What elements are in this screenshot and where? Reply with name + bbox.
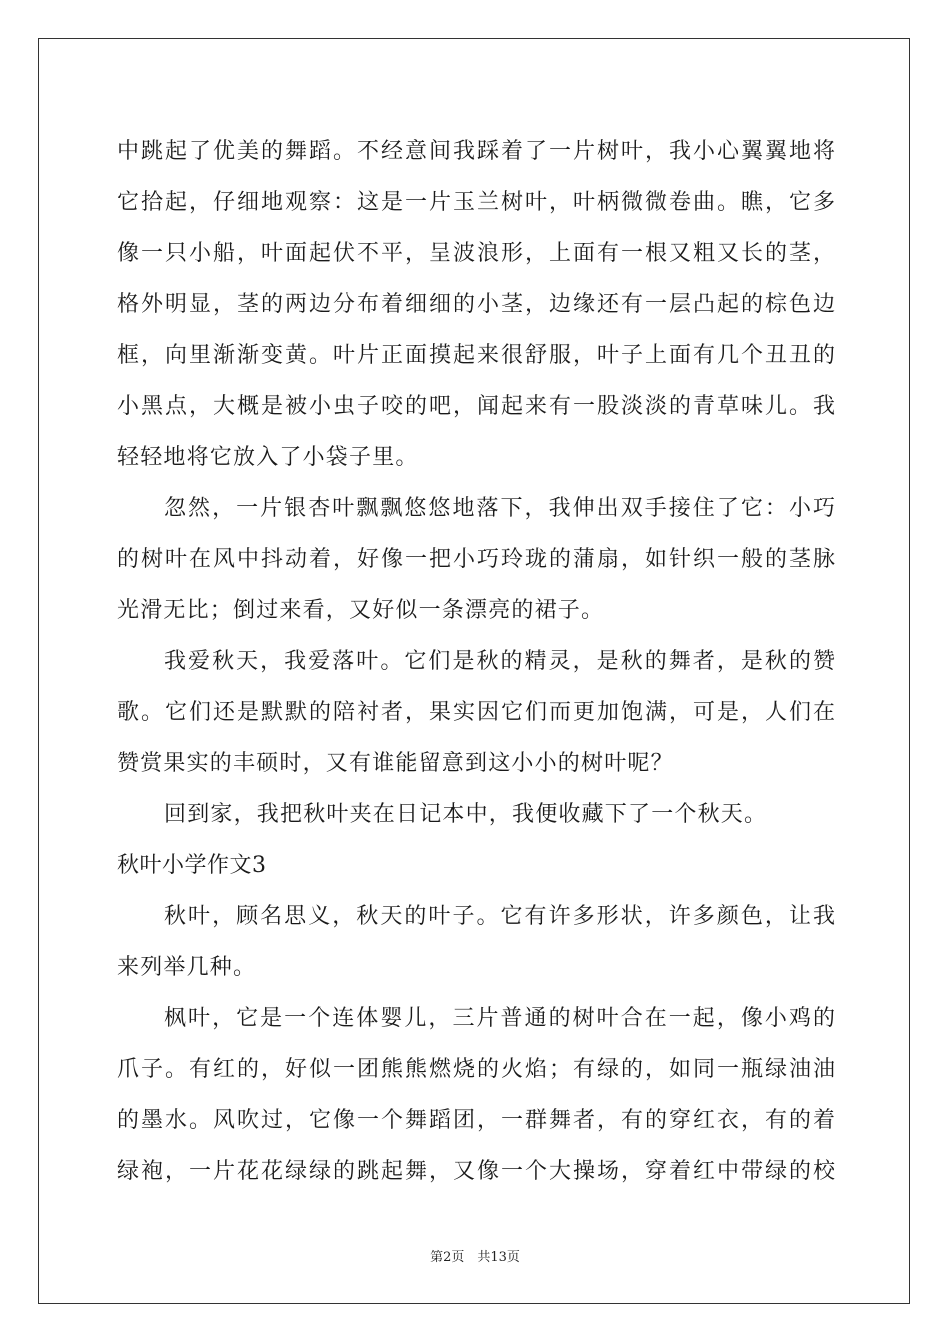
text-line: 中跳起了优美的舞蹈。不经意间我踩着了一片树叶，我小心翼翼地将 xyxy=(117,139,835,164)
text-line: 回到家，我把秋叶夹在日记本中，我便收藏下了一个秋天。 xyxy=(164,802,768,827)
text-line: 像一只小船，叶面起伏不平，呈波浪形，上面有一根又粗又长的茎， xyxy=(117,241,835,266)
text-line: 的墨水。风吹过，它像一个舞蹈团，一群舞者，有的穿红衣，有的着 xyxy=(117,1108,835,1133)
text-line: 小黑点，大概是被小虫子咬的吧，闻起来有一股淡淡的青草味儿。我 xyxy=(117,394,835,419)
text-line: 格外明显，茎的两边分布着细细的小茎，边缘还有一层凸起的棕色边 xyxy=(117,292,835,317)
text-line: 轻轻地将它放入了小袋子里。 xyxy=(117,445,419,470)
text-line: 它拾起，仔细地观察：这是一片玉兰树叶，叶柄微微卷曲。瞧，它多 xyxy=(117,190,835,215)
page-footer: 第2页 共13页 xyxy=(430,1250,520,1265)
text-line: 歌。它们还是默默的陪衬者，果实因它们而更加饱满，可是，人们在 xyxy=(117,700,835,725)
text-line: 绿袍，一片花花绿绿的跳起舞，又像一个大操场，穿着红中带绿的校 xyxy=(117,1159,835,1184)
text-line: 爪子。有红的，好似一团熊熊燃烧的火焰；有绿的，如同一瓶绿油油 xyxy=(117,1057,835,1082)
section-title: 秋叶小学作文3 xyxy=(117,853,267,878)
text-line: 枫叶，它是一个连体婴儿，三片普通的树叶合在一起，像小鸡的 xyxy=(164,1006,835,1031)
text-line: 光滑无比；倒过来看，又好似一条漂亮的裙子。 xyxy=(117,598,605,623)
text-line: 赞赏果实的丰硕时，又有谁能留意到这小小的树叶呢？ xyxy=(117,751,674,776)
text-line: 秋叶，顾名思义，秋天的叶子。它有许多形状，许多颜色，让我 xyxy=(164,904,835,929)
text-line: 的树叶在风中抖动着，好像一把小巧玲珑的蒲扇，如针织一般的茎脉 xyxy=(117,547,835,572)
text-line: 框，向里渐渐变黄。叶片正面摸起来很舒服，叶子上面有几个丑丑的 xyxy=(117,343,835,368)
text-line: 我爱秋天，我爱落叶。它们是秋的精灵，是秋的舞者，是秋的赞 xyxy=(164,649,835,674)
text-line: 忽然，一片银杏叶飘飘悠悠地落下，我伸出双手接住了它：小巧 xyxy=(164,496,835,521)
document-body xyxy=(117,126,835,1197)
text-line: 来列举几种。 xyxy=(117,955,257,980)
